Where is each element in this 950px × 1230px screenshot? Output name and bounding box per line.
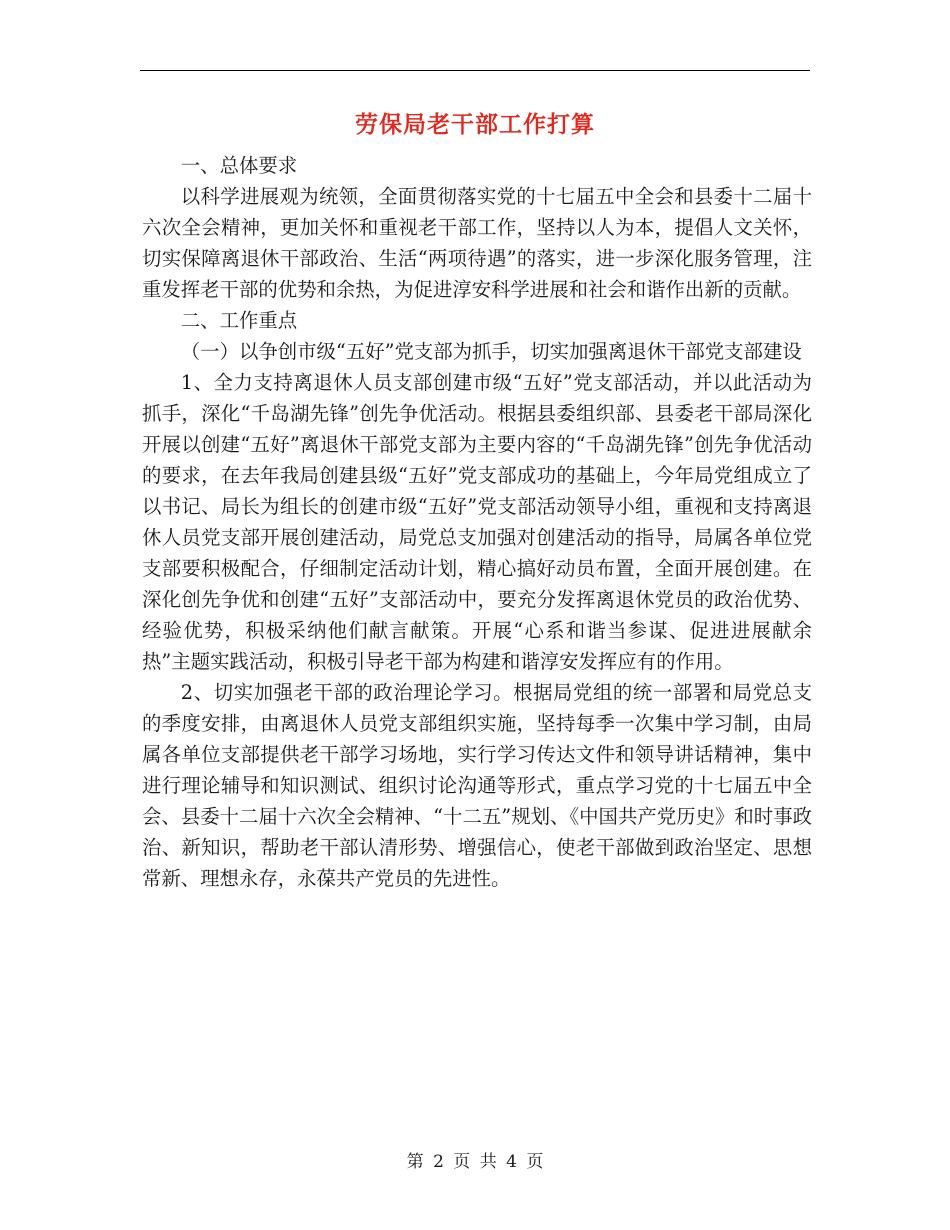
footer-page-word: 页 [453,1152,471,1172]
header-rule [140,70,810,71]
footer-suffix: 页 [526,1152,544,1172]
document-title: 劳保局老干部工作打算 [355,111,595,138]
body-paragraph-1: 以科学进展观为统领，全面贯彻落实党的十七届五中全会和县委十二届十六次全会精神，更加关怀和重视老干部工作，坚持以人为本，提倡人文关怀，切实保障离退休干部政治、生活“两项待遇”的落实，进一步深化服务管理，注重发挥老干部的优势和余热，为促进淳安科学进展和社会和谐作出新的贡献。 [142,185,812,301]
footer-current-page: 2 [433,1152,444,1172]
footer-total-word: 共 [479,1152,497,1172]
page-footer [0,1150,950,1174]
footer-prefix: 第 [406,1152,424,1172]
section-heading-1: 一、总体要求 [180,154,298,177]
document-body [142,150,812,894]
body-paragraph-2: 1、全力支持离退休人员支部创建市级“五好”党支部活动，并以此活动为抓手，深化“千岛湖先锋”创先争优活动。根据县委组织部、县委老干部局深化开展以创建“五好”离退休干部党支部为主要内容的“千岛湖先锋”创先争优活动的要求，在去年我局创建县级“五好”党支部成功的基础上，今年局党组成立了以书记、局长为组长的创建市级“五好”党支部活动领导小组，重视和支持离退休人员党支部开展创建活动，局党总支加强对创建活动的指导，局属各单位党支部要积极配合，仔细制定活动计划，精心搞好动员布置，全面开展创建。在深化创先争优和创建“五好”支部活动中，要充分发挥离退休党员的政治优势、经验优势，积极采纳他们献言献策。开展“心系和谐当参谋、促进进展献余热”主题实践活动，积极引导老干部为构建和谐淳安发挥应有的作用。 [142,371,812,673]
body-paragraph-3: 2、切实加强老干部的政治理论学习。根据局党组的统一部署和局党总支的季度安排，由离退休人员党支部组织实施，坚持每季一次集中学习制，由局属各单位支部提供老干部学习场地，实行学习传达文件和领导讲话精神，集中进行理论辅导和知识测试、组织讨论沟通等形式，重点学习党的十七届五中全会、县委十二届十六次全会精神、“十二五”规划、《中国共产党历史》和时事政治、新知识，帮助老干部认清形势、增强信心，使老干部做到政治坚定、思想常新、理想永存，永葆共产党员的先进性。 [142,681,812,890]
section-heading-2: 二、工作重点 [180,309,298,332]
subsection-heading-1: （一）以争创市级“五好”党支部为抓手，切实加强离退休干部党支部建设 [180,340,802,363]
footer-total-pages: 4 [506,1152,517,1172]
